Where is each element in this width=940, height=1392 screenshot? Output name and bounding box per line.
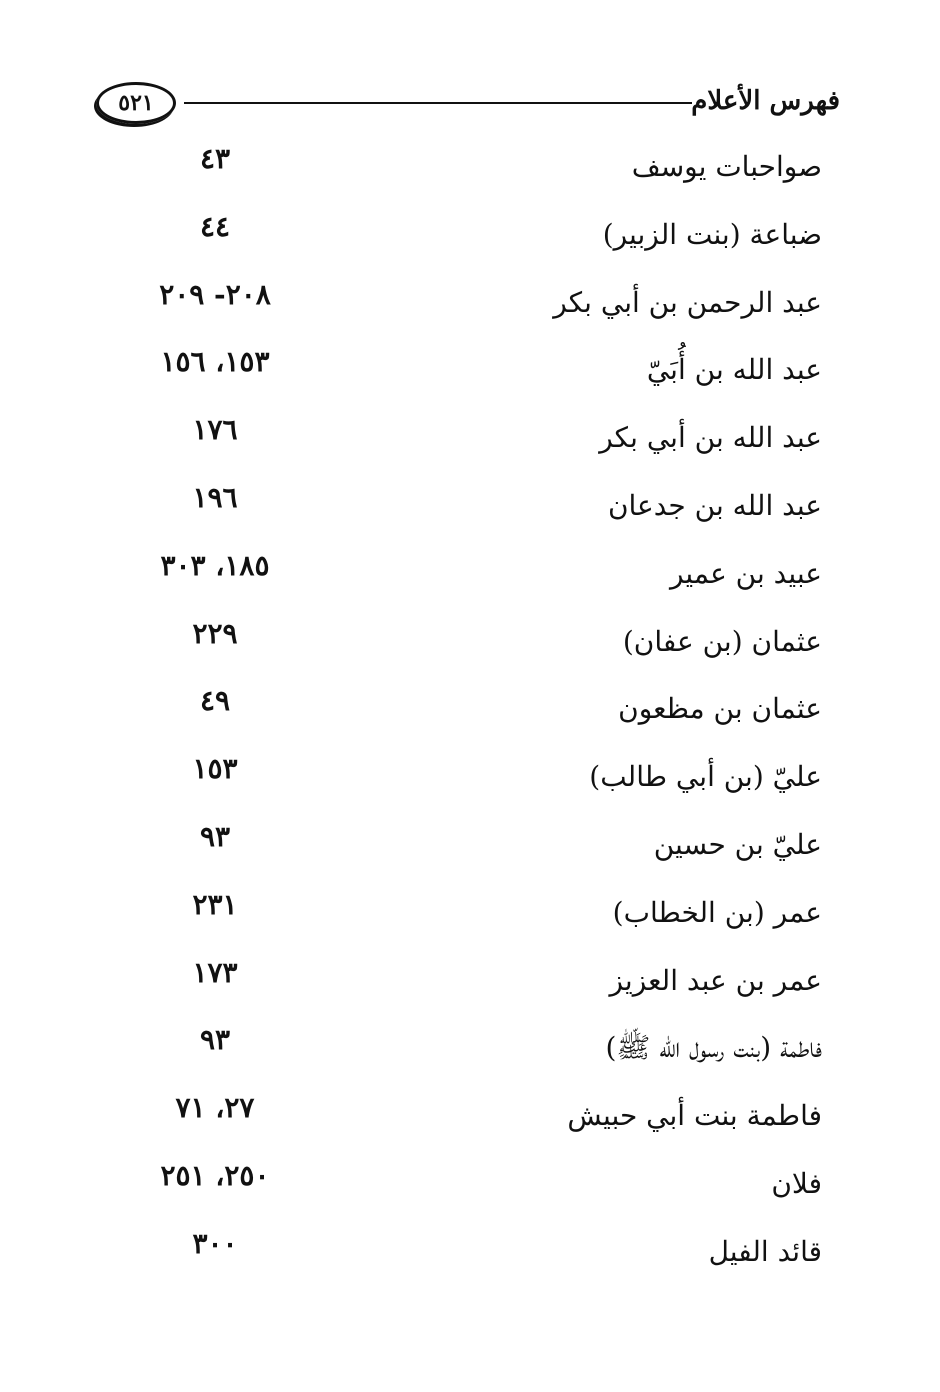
entry-pages: ٤٤ <box>199 209 231 243</box>
entry-pages: ١٥٣، ١٥٦ <box>160 345 270 379</box>
entry-pages: ٢٠٨- ٢٠٩ <box>159 277 271 311</box>
entry-name: عليّ بن حسين <box>653 827 822 861</box>
index-entry <box>0 615 940 683</box>
entry-name: عثمان (بن عفان) <box>622 624 822 658</box>
index-entry <box>0 140 940 208</box>
entry-name: عمر (بن الخطاب) <box>612 895 822 929</box>
entry-pages: ٣٠٠ <box>192 1226 238 1260</box>
entry-name: ضباعة (بنت الزبير) <box>602 217 822 251</box>
entry-pages: ٢٥٠، ٢٥١ <box>160 1158 270 1192</box>
index-entry <box>0 682 940 750</box>
entry-name: عبد الله بن أبي بكر <box>599 421 822 455</box>
entry-name: فاطمة بنت أبي حبيش <box>567 1099 822 1133</box>
index-entry <box>0 1157 940 1225</box>
page-number: ٥٢١ <box>96 82 176 124</box>
entry-name: فلان <box>771 1166 822 1200</box>
entry-pages: ١٥٣ <box>192 752 238 786</box>
index-entry <box>0 1225 940 1293</box>
index-entry <box>0 411 940 479</box>
index-entry <box>0 547 940 615</box>
entry-name: صواحبات يوسف <box>631 150 822 183</box>
entry-pages: ٤٩ <box>199 684 231 718</box>
entry-name: قائد الفيل <box>708 1234 822 1268</box>
index-entry <box>0 750 940 818</box>
entry-pages: ١٧٣ <box>192 955 238 989</box>
entry-name: عبيد بن عمير <box>669 556 822 590</box>
index-entry <box>0 479 940 547</box>
index-entry <box>0 208 940 276</box>
entry-pages: ٩٣ <box>199 819 231 853</box>
page-title: فهرس الأعلام <box>691 86 840 116</box>
entry-pages: ١٨٥، ٣٠٣ <box>160 548 270 582</box>
entry-name: عبد الله بن أُبَيّ <box>646 353 822 387</box>
entry-pages: ٢٧، ٧١ <box>175 1091 255 1125</box>
entry-pages: ٢٢٩ <box>192 616 238 650</box>
index-entry <box>0 886 940 954</box>
index-entry <box>0 276 940 344</box>
entry-pages: ٢٣١ <box>192 887 238 921</box>
entry-name: فاطمة (بنت رسول الله ﷺ) <box>605 1031 822 1065</box>
entry-name: عثمان بن مظعون <box>618 692 822 726</box>
header-rule <box>184 102 692 104</box>
entry-pages: ١٩٦ <box>192 480 238 514</box>
index-entry <box>0 818 940 886</box>
entry-name: عبد الله بن جدعان <box>607 488 822 522</box>
index-entry <box>0 343 940 411</box>
entry-name: عليّ (بن أبي طالب) <box>589 760 822 794</box>
entry-pages: ٩٣ <box>199 1023 231 1057</box>
entry-name: عبد الرحمن بن أبي بكر <box>553 285 822 319</box>
entry-pages: ٤٣ <box>199 142 231 175</box>
index-list <box>0 140 940 1293</box>
index-entry <box>0 954 940 1022</box>
index-entry <box>0 1089 940 1157</box>
page-header <box>96 78 840 134</box>
entry-name: عمر بن عبد العزيز <box>609 963 822 997</box>
index-entry <box>0 1021 940 1089</box>
entry-pages: ١٧٦ <box>192 413 238 447</box>
